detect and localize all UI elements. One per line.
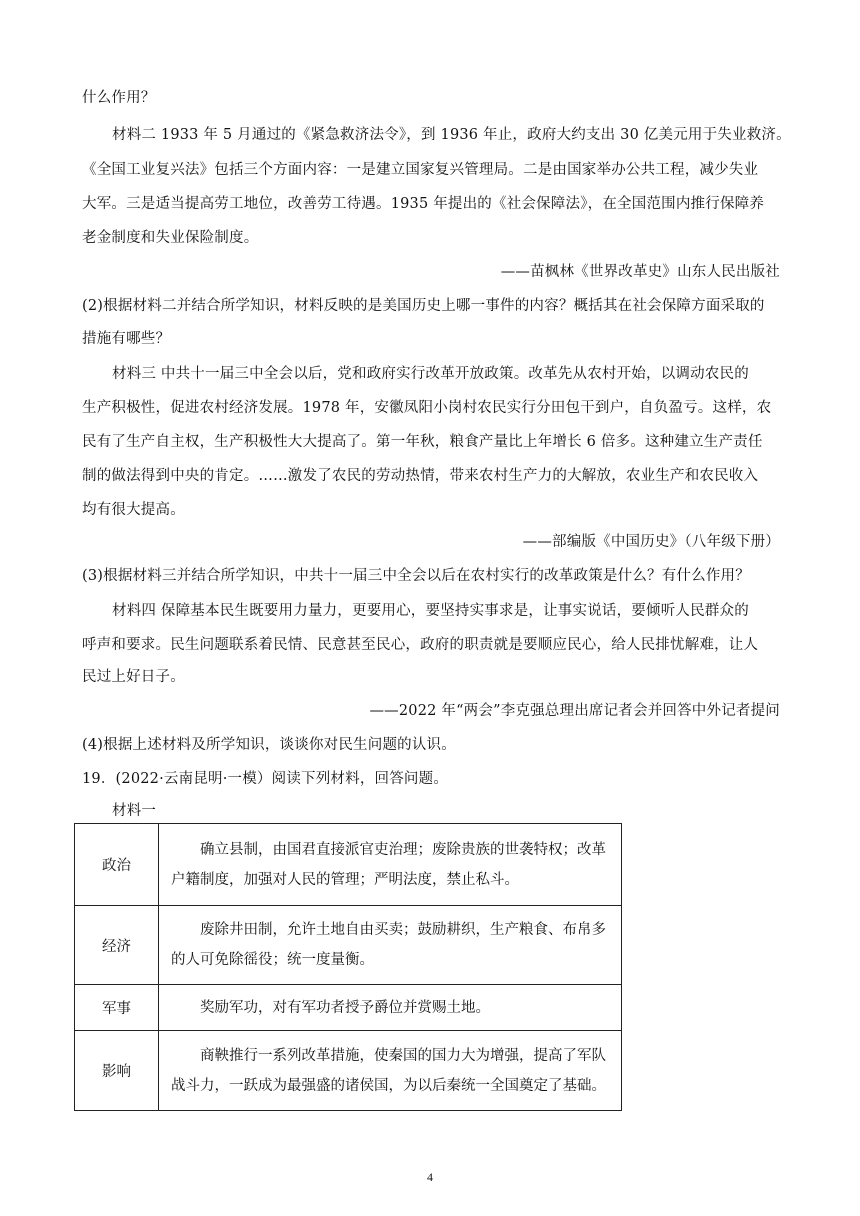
table-row bbox=[75, 824, 622, 906]
material-3-line-4: 制的做法得到中央的肯定。……激发了农民的劳动热情，带来农村生产力的大解放，农业生产和农民收入 bbox=[82, 468, 759, 484]
table-row bbox=[75, 1031, 622, 1111]
material-2-line-2: 《全国工业复兴法》包括三个方面内容：一是建立国家复兴管理局。二是由国家举办公共工程，减少失业 bbox=[82, 162, 759, 178]
material-3-line-1: 材料三 中共十一届三中全会以后，党和政府实行改革开放政策。改革先从农村开始，以调动农民的 bbox=[112, 366, 749, 382]
material-3-line-5: 均有很大提高。 bbox=[82, 502, 185, 518]
row-value-text: 奖励军功，对有军功者授予爵位并赏赐土地。 bbox=[200, 999, 490, 1016]
material-2-line-3: 大军。三是适当提高劳工地位，改善劳工待遇。1935 年提出的《社会保障法》，在全国范围内推行保障养 bbox=[82, 196, 765, 212]
question-text: 什么作用？ bbox=[82, 90, 156, 106]
material-2-line-4: 老金制度和失业保险制度。 bbox=[82, 230, 259, 246]
material-3-line-3: 民有了生产自主权，生产积极性大大提高了。第一年秋，粮食产量比上年增长 6 倍多。这种建立生产责任 bbox=[82, 434, 763, 450]
row-value bbox=[159, 906, 622, 985]
table-row bbox=[75, 985, 622, 1031]
question-19-header: 19．(2022·云南昆明·一模）阅读下列材料，回答问题。 bbox=[82, 771, 449, 787]
material-4-source: ——2022 年“两会”李克强总理出席记者会并回答中外记者提问 bbox=[369, 703, 780, 719]
material-3-line-2: 生产积极性，促进农村经济发展。1978 年，安徽凤阳小岗村农民实行分田包干到户，自负盈亏。这样，农 bbox=[82, 400, 772, 416]
question-3: (3)根据材料三并结合所学知识，中共十一届三中全会以后在农村实行的改革政策是什么？有什么作用？ bbox=[82, 568, 750, 584]
reform-table bbox=[74, 823, 622, 1111]
material-2-source: ——苗枫林《世界改革史》山东人民出版社 bbox=[500, 264, 780, 280]
material-3-source: ——部编版《中国历史》（八年级下册） bbox=[522, 534, 780, 550]
row-value-text: 确立县制，由国君直接派官吏治理；废除贵族的世袭特权；改革户籍制度，加强对人民的管理；严明法度，禁止私斗。 bbox=[171, 841, 606, 888]
row-value bbox=[159, 824, 622, 906]
material-4-line-3: 民过上好日子。 bbox=[82, 669, 185, 685]
row-key: 政治 bbox=[75, 824, 159, 906]
row-value-text: 商鞅推行一系列改革措施，使秦国的国力大为增强，提高了军队战斗力，一跃成为最强盛的诸侯国，为以后秦统一全国奠定了基础。 bbox=[171, 1047, 606, 1094]
material-4-line-1: 材料四 保障基本民生既要用力量力，更要用心，要坚持实事求是，让事实说话，要倾听人民群众的 bbox=[112, 603, 749, 619]
material-2-line-1: 材料二 1933 年 5 月通过的《紧急救济法令》，到 1936 年止，政府大约支出 30 亿美元用于失业救济。 bbox=[112, 127, 791, 143]
table-row bbox=[75, 906, 622, 985]
row-key: 军事 bbox=[75, 985, 159, 1031]
row-key: 影响 bbox=[75, 1031, 159, 1111]
question-2-line-2: 措施有哪些？ bbox=[82, 331, 171, 347]
question-4: (4)根据上述材料及所学知识，谈谈你对民生问题的认识。 bbox=[82, 737, 456, 753]
row-value-text: 废除井田制，允许土地自由买卖；鼓励耕织，生产粮食、布帛多的人可免除徭役；统一度量衡。 bbox=[171, 922, 606, 968]
row-key: 经济 bbox=[75, 906, 159, 985]
row-value bbox=[159, 985, 622, 1031]
material-1-label: 材料一 bbox=[112, 803, 157, 819]
question-2-line-1: (2)根据材料二并结合所学知识，材料反映的是美国历史上哪一事件的内容？概括其在社会保障方面采取的 bbox=[82, 298, 765, 314]
material-4-line-2: 呼声和要求。民生问题联系着民情、民意甚至民心，政府的职责就是要顺应民心，给人民排忧解难，让人 bbox=[82, 637, 759, 653]
row-value bbox=[159, 1031, 622, 1111]
page-number: 4 bbox=[427, 1170, 433, 1184]
